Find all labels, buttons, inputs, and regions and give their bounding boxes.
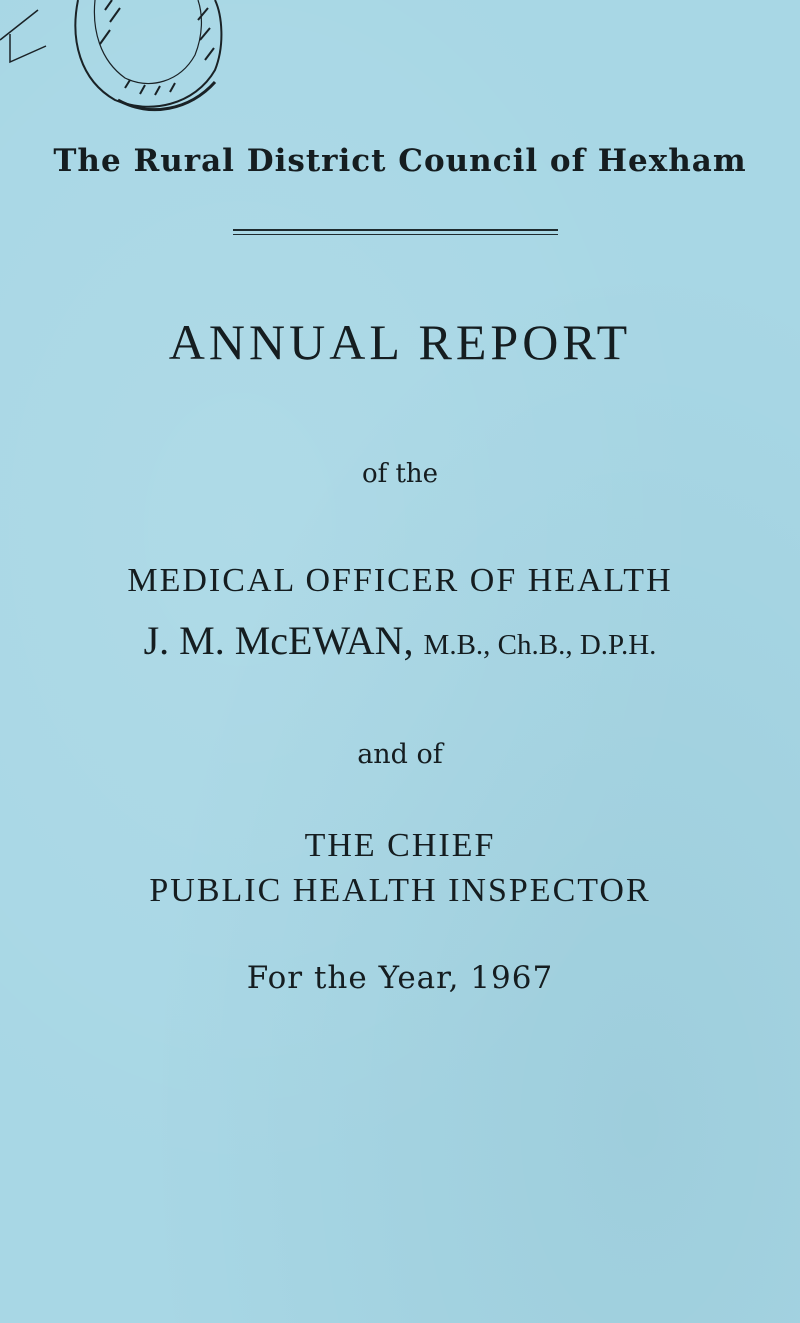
council-name: The Rural District Council of Hexham: [53, 143, 747, 179]
inspector-title-line2: PUBLIC HEALTH INSPECTOR: [149, 872, 651, 909]
title-divider: [233, 229, 558, 231]
officer-name: J. M. McEWAN,: [143, 618, 414, 663]
of-the-text: of the: [361, 459, 439, 489]
library-stamp-icon: [0, 0, 260, 130]
title-divider-thin: [233, 234, 558, 235]
report-year: For the Year, 1967: [246, 960, 554, 996]
officer-name-line: [0, 617, 800, 664]
report-title: ANNUAL REPORT: [168, 314, 632, 370]
inspector-title-line1: THE CHIEF: [304, 827, 496, 864]
and-of-text: and of: [357, 739, 443, 770]
officer-qualifications: M.B., Ch.B., D.P.H.: [423, 629, 657, 661]
officer-title: MEDICAL OFFICER OF HEALTH: [127, 562, 673, 599]
